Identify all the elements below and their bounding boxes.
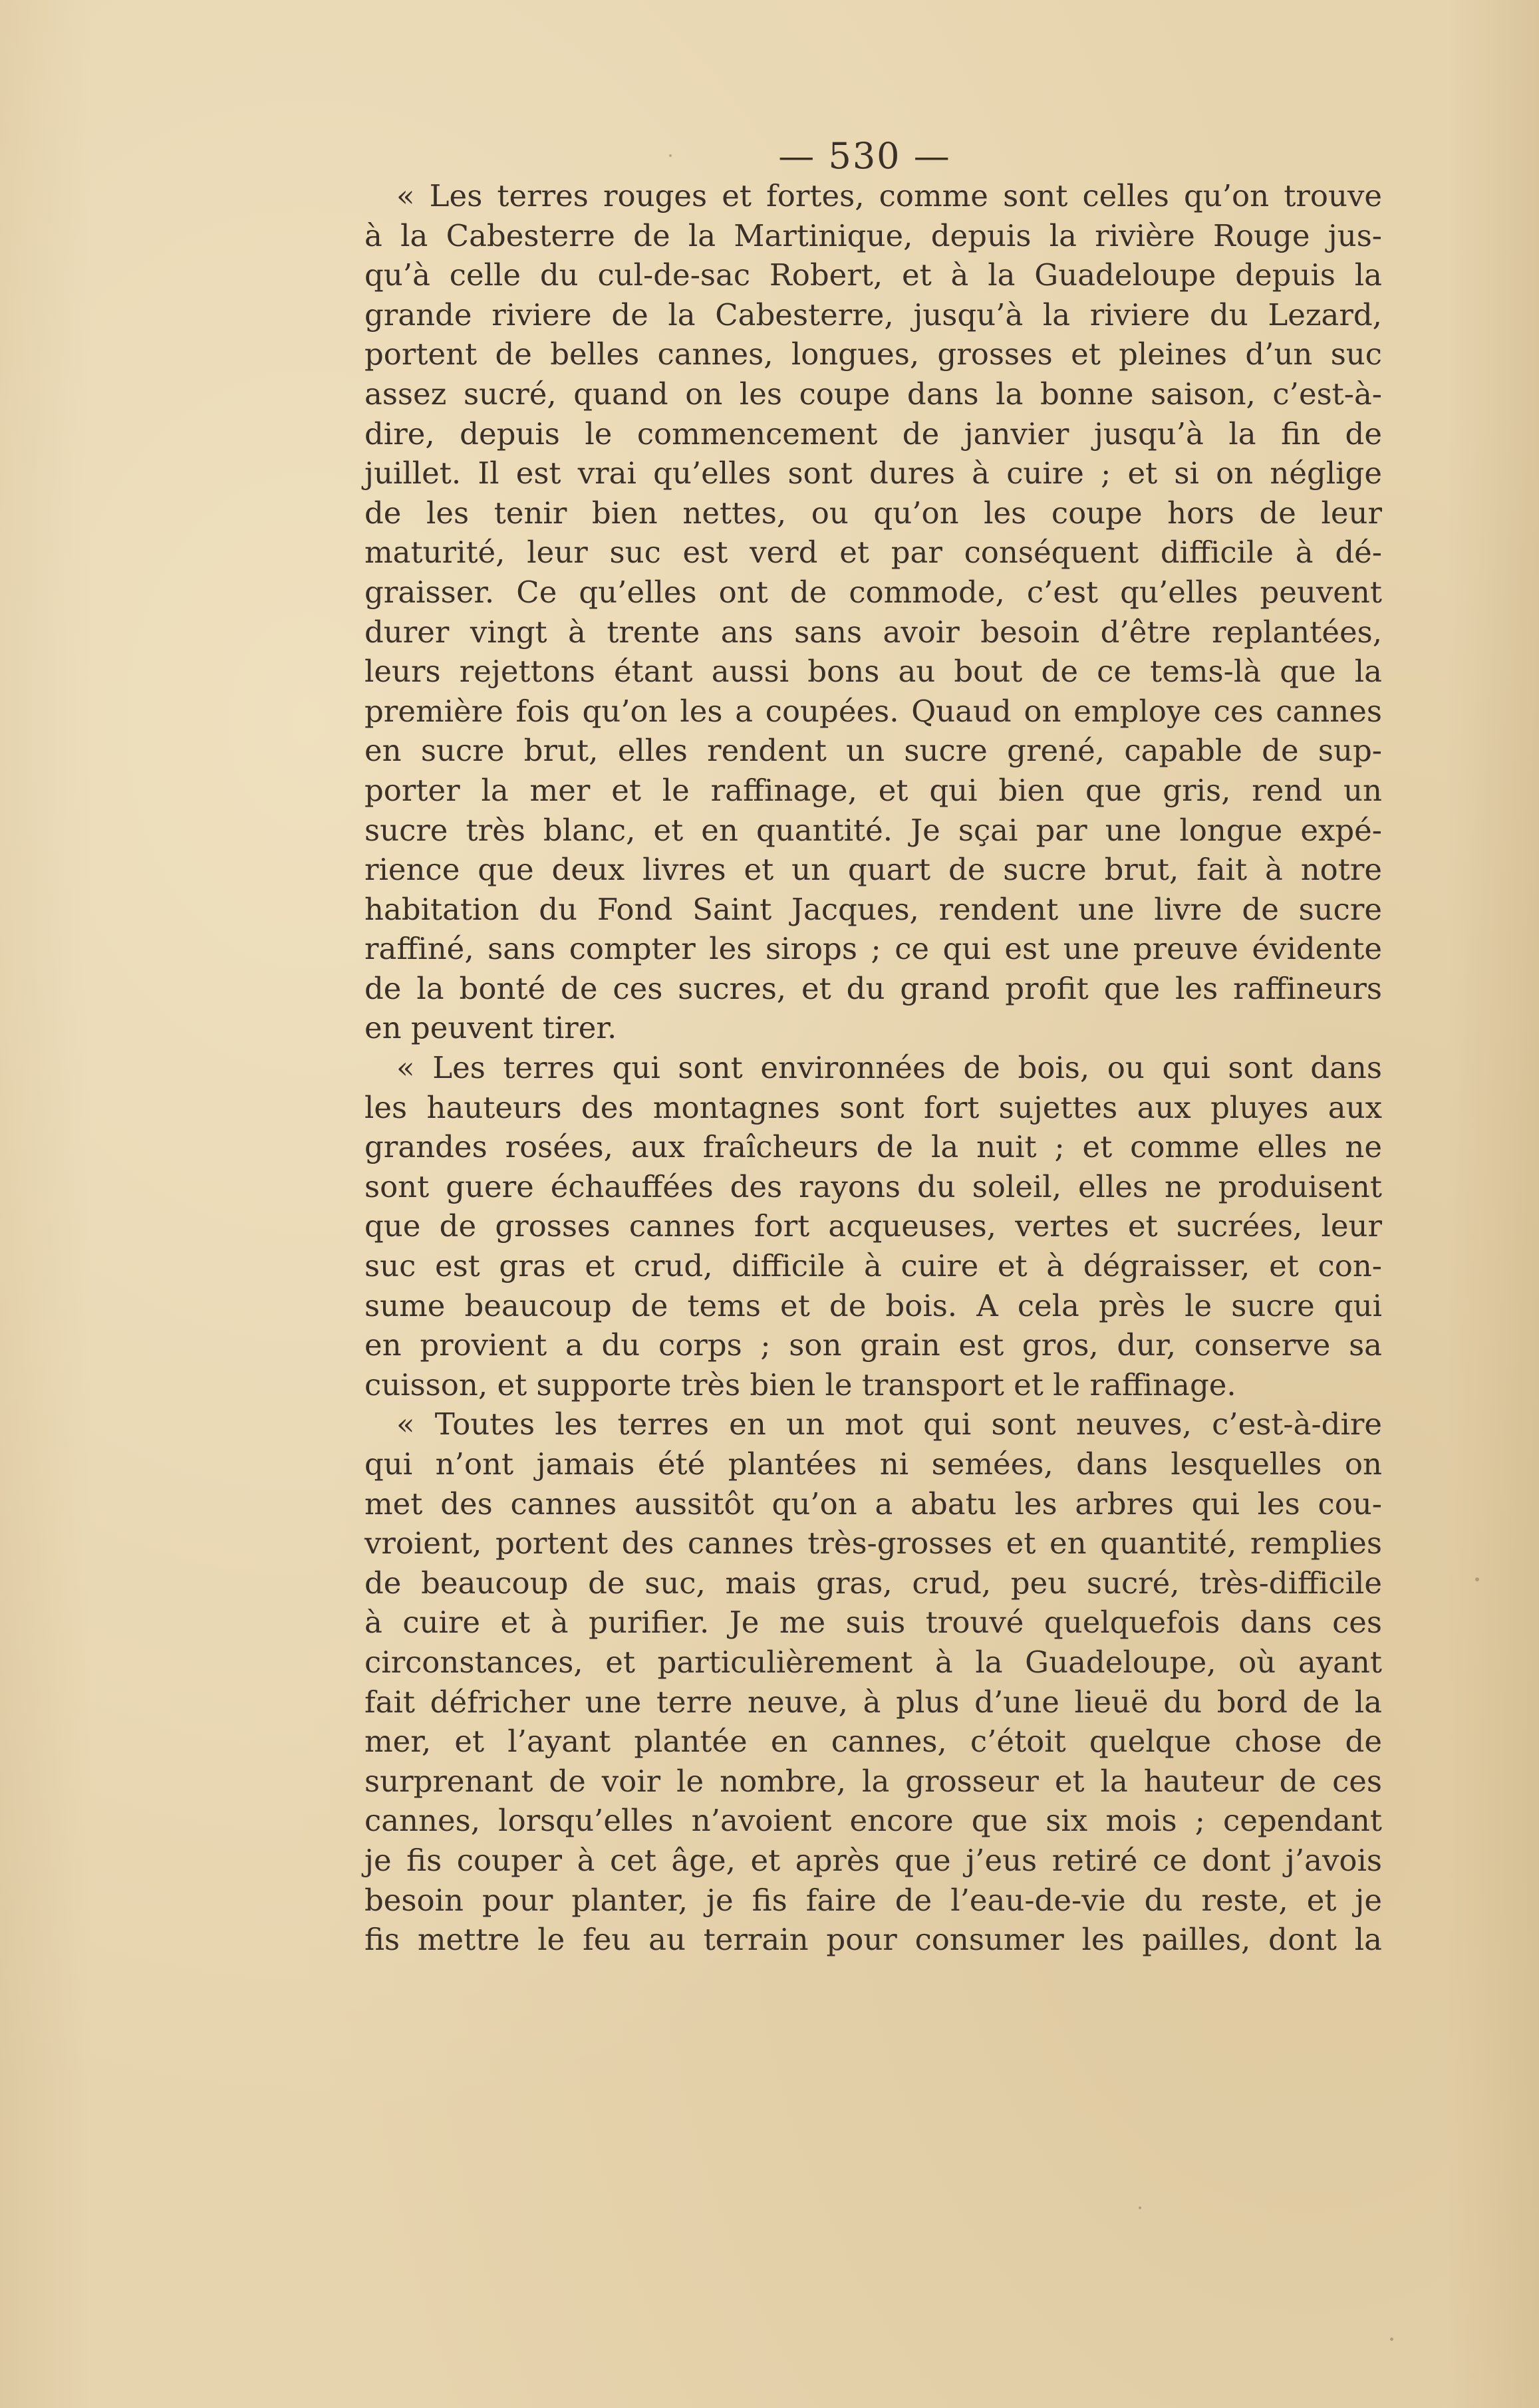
text-line: dire, depuis le commencement de janvier jusqu’à la fin de: [364, 416, 1382, 452]
text-line: raffiné, sans compter les sirops ; ce qui est une preuve évidente: [364, 931, 1382, 967]
page-number: — 530 —: [778, 135, 951, 177]
text-line: besoin pour planter, je fis faire de l’eau-de-vie du reste, et je: [364, 1882, 1382, 1918]
text-line: mer, et l’ayant plantée en cannes, c’étoit quelque chose de: [364, 1724, 1382, 1760]
text-line: durer vingt à trente ans sans avoir besoin d’être replantées,: [364, 614, 1382, 650]
text-line: les hauteurs des montagnes sont fort sujettes aux pluyes aux: [364, 1089, 1382, 1125]
text-line: cuisson, et supporte très bien le transport et le raffinage.: [364, 1367, 1236, 1403]
text-line: je fis couper à cet âge, et après que j’eus retiré ce dont j’avois: [364, 1842, 1382, 1878]
text-line: juillet. Il est vrai qu’elles sont dures à cuire ; et si on néglige: [364, 456, 1382, 491]
text-line: en peuvent tirer.: [364, 1010, 617, 1046]
text-line: grande riviere de la Cabesterre, jusqu’à la riviere du Lezard,: [364, 297, 1382, 333]
text-line: leurs rejettons étant aussi bons au bout de ce tems-là que la: [364, 654, 1382, 690]
text-line: portent de belles cannes, longues, grosses et pleines d’un suc: [364, 336, 1382, 372]
text-line: grandes rosées, aux fraîcheurs de la nuit ; et comme elles ne: [364, 1129, 1382, 1165]
text-line: première fois qu’on les a coupées. Quaud on employe ces cannes: [364, 693, 1382, 729]
paper-speck: [1475, 1577, 1479, 1581]
text-line: que de grosses cannes fort acqueuses, vertes et sucrées, leur: [364, 1208, 1382, 1244]
text-line: maturité, leur suc est verd et par conséquent difficile à dé-: [364, 535, 1382, 571]
text-line: sont guere échauffées des rayons du soleil, elles ne produisent: [364, 1168, 1382, 1204]
paper-speck: [1139, 2207, 1141, 2209]
text-line: fis mettre le feu au terrain pour consumer les pailles, dont la: [364, 1922, 1382, 1958]
body-text: [364, 176, 1382, 1960]
text-line: en provient a du corps ; son grain est gros, dur, conserve sa: [364, 1327, 1382, 1363]
text-line: sucre très blanc, et en quantité. Je sçai par une longue expé-: [364, 812, 1382, 848]
paper-speck: [669, 154, 672, 157]
text-line: suc est gras et crud, difficile à cuire et à dégraisser, et con-: [364, 1248, 1382, 1284]
text-line: à la Cabesterre de la Martinique, depuis la rivière Rouge jus-: [364, 217, 1382, 253]
text-line: sume beaucoup de tems et de bois. A cela près le sucre qui: [364, 1287, 1382, 1323]
text-line: qui n’ont jamais été plantées ni semées, dans lesquelles on: [364, 1446, 1382, 1482]
text-line: cannes, lorsqu’elles n’avoient encore que six mois ; cependant: [364, 1803, 1382, 1839]
text-line: met des cannes aussitôt qu’on a abatu les arbres qui les cou-: [364, 1486, 1382, 1522]
text-line: « Toutes les terres en un mot qui sont neuves, c’est-à-dire: [396, 1406, 1382, 1442]
text-line: habitation du Fond Saint Jacques, rendent une livre de sucre: [364, 891, 1382, 927]
text-line: surprenant de voir le nombre, la grosseur et la hauteur de ces: [364, 1763, 1382, 1799]
text-line: de beaucoup de suc, mais gras, crud, peu sucré, très-difficile: [364, 1565, 1382, 1601]
text-line: fait défricher une terre neuve, à plus d’une lieuë du bord de la: [364, 1684, 1382, 1720]
text-line: assez sucré, quand on les coupe dans la bonne saison, c’est-à-: [364, 376, 1382, 412]
text-line: « Les terres rouges et fortes, comme sont celles qu’on trouve: [396, 178, 1382, 213]
text-line: de les tenir bien nettes, ou qu’on les coupe hors de leur: [364, 495, 1382, 531]
text-line: de la bonté de ces sucres, et du grand profit que les raffineurs: [364, 970, 1382, 1006]
text-line: graisser. Ce qu’elles ont de commode, c’est qu’elles peuvent: [364, 574, 1382, 610]
text-line: circonstances, et particulièrement à la Guadeloupe, où ayant: [364, 1644, 1382, 1680]
text-line: en sucre brut, elles rendent un sucre grené, capable de sup-: [364, 733, 1382, 769]
text-line: vroient, portent des cannes très-grosses et en quantité, remplies: [364, 1526, 1382, 1561]
text-line: porter la mer et le raffinage, et qui bien que gris, rend un: [364, 772, 1382, 808]
paper-speck: [1390, 2338, 1393, 2341]
text-line: qu’à celle du cul-de-sac Robert, et à la Guadeloupe depuis la: [364, 257, 1382, 293]
text-line: « Les terres qui sont environnées de bois, ou qui sont dans: [396, 1050, 1382, 1086]
text-line: rience que deux livres et un quart de sucre brut, fait à notre: [364, 852, 1382, 888]
text-line: à cuire et à purifier. Je me suis trouvé quelquefois dans ces: [364, 1605, 1382, 1641]
